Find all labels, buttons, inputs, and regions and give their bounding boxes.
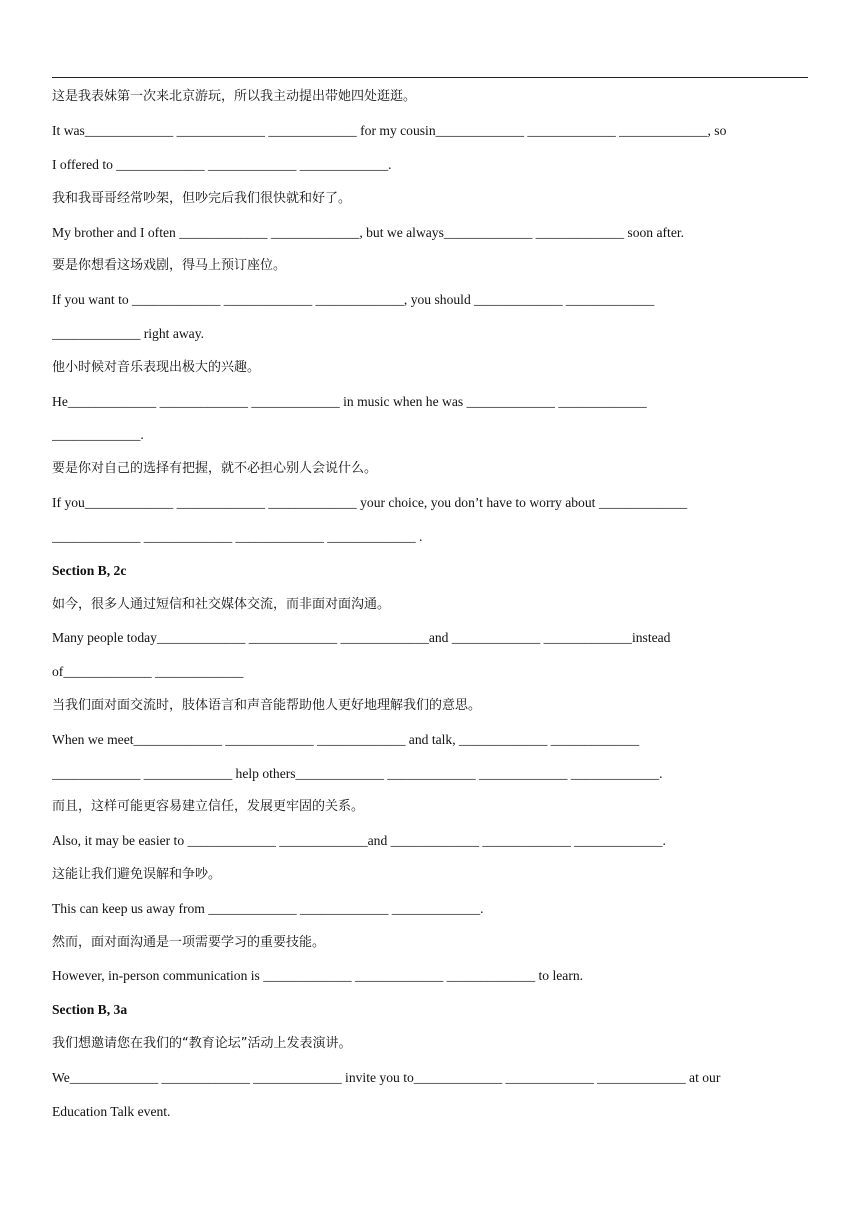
english-fill-line: If you want to _____________ _____________ _____________, you should _____________ _____________ (52, 292, 655, 307)
chinese-prompt: 我和我哥哥经常吵架，但吵完后我们很快就和好了。 (52, 191, 352, 206)
english-fill-line: I offered to _____________ _____________ _____________. (52, 157, 392, 172)
chinese-prompt: 当我们面对面交流时，肢体语言和声音能帮助他人更好地理解我们的意思。 (52, 698, 482, 713)
english-fill-line: However, in-person communication is _____________ _____________ _____________ to learn. (52, 968, 584, 983)
english-fill-line: It was_____________ _____________ _____________ for my cousin_____________ _____________ _____________, so (52, 123, 727, 138)
english-fill-line: If you_____________ _____________ _____________ your choice, you don’t have to worry about _____________ (52, 495, 688, 510)
english-fill-line: _____________. (52, 427, 144, 442)
top-rule (52, 77, 808, 78)
english-fill-line: Education Talk event. (52, 1104, 171, 1119)
chinese-prompt: 这能让我们避免误解和争吵。 (52, 867, 222, 882)
chinese-prompt: 这是我表妹第一次来北京游玩，所以我主动提出带她四处逛逛。 (52, 89, 417, 104)
section-heading: Section B, 3a (52, 1002, 128, 1017)
chinese-prompt: 而且，这样可能更容易建立信任，发展更牢固的关系。 (52, 799, 365, 814)
english-fill-line: This can keep us away from _____________ _____________ _____________. (52, 901, 484, 916)
chinese-prompt: 要是你对自己的选择有把握，就不必担心别人会说什么。 (52, 461, 378, 476)
english-fill-line: of_____________ _____________ (52, 664, 244, 679)
chinese-prompt: 他小时候对音乐表现出极大的兴趣。 (52, 360, 261, 375)
english-fill-line: When we meet_____________ _____________ _____________ and talk, _____________ _____________ (52, 732, 640, 747)
english-fill-line: Also, it may be easier to _____________ _____________and _____________ _____________ _____________. (52, 833, 666, 848)
english-fill-line: My brother and I often _____________ _____________, but we always_____________ _____________ soon after. (52, 225, 685, 240)
english-fill-line: _____________ _____________ help others_____________ _____________ _____________ _____________. (52, 766, 663, 781)
chinese-prompt: 我们想邀请您在我们的“教育论坛”活动上发表演讲。 (52, 1036, 352, 1051)
english-fill-line: We_____________ _____________ _____________ invite you to_____________ _____________ _____________ at our (52, 1070, 721, 1085)
chinese-prompt: 如今，很多人通过短信和社交媒体交流，而非面对面沟通。 (52, 597, 391, 612)
chinese-prompt: 要是你想看这场戏剧，得马上预订座位。 (52, 258, 287, 273)
english-fill-line: _____________ _____________ _____________ _____________ . (52, 529, 423, 544)
english-fill-line: Many people today_____________ _____________ _____________and _____________ _____________instead (52, 630, 671, 645)
english-fill-line: _____________ right away. (52, 326, 205, 341)
chinese-prompt: 然而，面对面沟通是一项需要学习的重要技能。 (52, 935, 326, 950)
english-fill-line: He_____________ _____________ _____________ in music when he was _____________ _____________ (52, 394, 647, 409)
section-heading: Section B, 2c (52, 563, 127, 578)
